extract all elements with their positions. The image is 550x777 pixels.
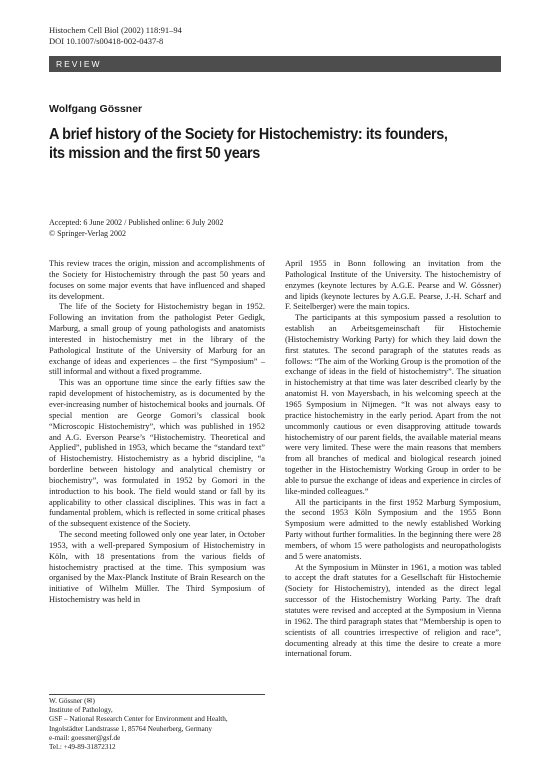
affiliation-line: Institute of Pathology, xyxy=(49,706,113,715)
paragraph: All the participants in the first 1952 Marburg Symposium, the second 1953 Köln Symposium and the 1955 Bonn Symposium were admitted to the newly established Working Party without further formalities. In the beginning there were 28 members, of whom 15 were pathologists and neuropathologists and 5 were anatomists. xyxy=(285,497,501,561)
affiliation-name: W. Gössner (✉) xyxy=(49,697,95,705)
paragraph: The participants at this symposium passed a resolution to establish an Arbeitsgemeinschaft für Histochemie (Histochemistry Working Party) for which they laid down the first statutes. The second paragraph of the statutes reads as follows: “The aim of the Working Group is the promotion of the exchange of ideas in the field of histochemistry”. The situation in histochemistry at that time was later described clearly by the anatomist H. von Mayersbach, in his welcoming speech at the 1965 Symposium in Nijmegen. “It was not always easy to practice histochemistry in the early period. Apart from the not uncommonly cautious or even disapproving attitude towards histochemistry of our parent fields, the available material means were very limited. These were the main reasons that members from all branches of medical and biological research joined together in the Histochemistry Working Group in order to be able to pursue the exchange of ideas and experience in circles of like-minded colleagues.” xyxy=(285,313,501,496)
doi-line: DOI 10.1007/s00418-002-0437-8 xyxy=(49,36,164,46)
right-column xyxy=(285,259,501,660)
section-label: REVIEW xyxy=(56,59,102,69)
author-name: Wolfgang Gössner xyxy=(49,103,143,115)
journal-citation xyxy=(49,25,182,47)
left-column xyxy=(49,259,265,606)
accepted-line: Accepted: 6 June 2002 / Published online: 6 July 2002 xyxy=(49,218,224,227)
copyright-line: © Springer-Verlag 2002 xyxy=(49,228,127,238)
paragraph: At the Symposium in Münster in 1961, a motion was tabled to accept the draft statutes for a Gesellschaft für Histochemie (Society for Histochemistry), intended as the direct legal successor of the Histochemistry Working Party. The draft statutes were revised and accepted at the Symposium in Vienna in 1962. The third paragraph states that “Membership is open to scientists of all countries irrespective of religion and race”, documenting already at this time the desire to create a more international forum. xyxy=(285,562,501,659)
paragraph: This was an opportune time since the early fifties saw the rapid development of histochemistry, as is documented by the ever-increasing number of histochemical books and journals. Of special mention are George Gomori’s classical book “Microscopic Histochemistry”, which was published in 1952 and A.G. Everson Pearse’s “Histochemistry. Theoretical and Applied”, published in 1953, which became the “standard text” of Histochemistry. Histochemistry as a hybrid discipline, “a borderline between histology and analytical chemistry or biochemistry”, was formulated in 1952 by Gomori in the introduction to his book. The field would stand or fall by its applicability to other classical disciplines. This was in fact a fundamental problem, which is reflected in some critical phases of the subsequent existence of the Society. xyxy=(49,378,265,529)
paragraph: The life of the Society for Histochemistry began in 1952. Following an invitation from the pathologist Peter Gedigk, Marburg, a small group of young pathologists and anatomists interested in histochemistry met in the library of the Pathological Institute of the University of Marburg for an exchange of ideas and experiences – the first “Symposium” – still informal and without a fixed programme. xyxy=(49,302,265,377)
affiliation-line: GSF – National Research Center for Environment and Health, xyxy=(49,715,228,724)
affiliation-line: Ingolstädter Landstrasse 1, 85764 Neuherberg, Germany xyxy=(49,724,212,733)
citation-line: Histochem Cell Biol (2002) 118:91–94 xyxy=(49,25,182,35)
paragraph: This review traces the origin, mission and accomplishments of the Society for Histochemistry through the past 50 years and focuses on some major events that have influenced and shaped its development. xyxy=(49,259,265,301)
paragraph: The second meeting followed only one year later, in October 1953, with a well-prepared Symposium of Histochemistry in Köln, with 18 presentations from the various fields of histochemistry practised at the time. This symposium was organised by the Max-Planck Institute of Brain Research on the initiative of Wilhelm Müller. The Third Symposium of Histochemistry was held in xyxy=(49,530,265,605)
author-affiliation xyxy=(49,694,265,752)
article-title xyxy=(49,125,477,163)
affiliation-email: e-mail: goessner@gsf.de xyxy=(49,733,121,742)
section-label-bar xyxy=(49,56,501,72)
publication-dates xyxy=(49,218,223,239)
paragraph: April 1955 in Bonn following an invitation from the Pathological Institute of the University. The histochemistry of enzymes (keynote lectures by A.G.E. Pearse and W. Gössner) and lipids (keynote lectures by A.G.E. Pearse, J.-H. Scharf and F. Seitelberger) were the main topics. xyxy=(285,259,501,312)
affiliation-phone: Tel.: +49-89-31872312 xyxy=(49,743,116,752)
title-line-2: its mission and the first 50 years xyxy=(49,145,260,162)
title-line-1: A brief history of the Society for Histochemistry: its founders, xyxy=(49,126,448,143)
